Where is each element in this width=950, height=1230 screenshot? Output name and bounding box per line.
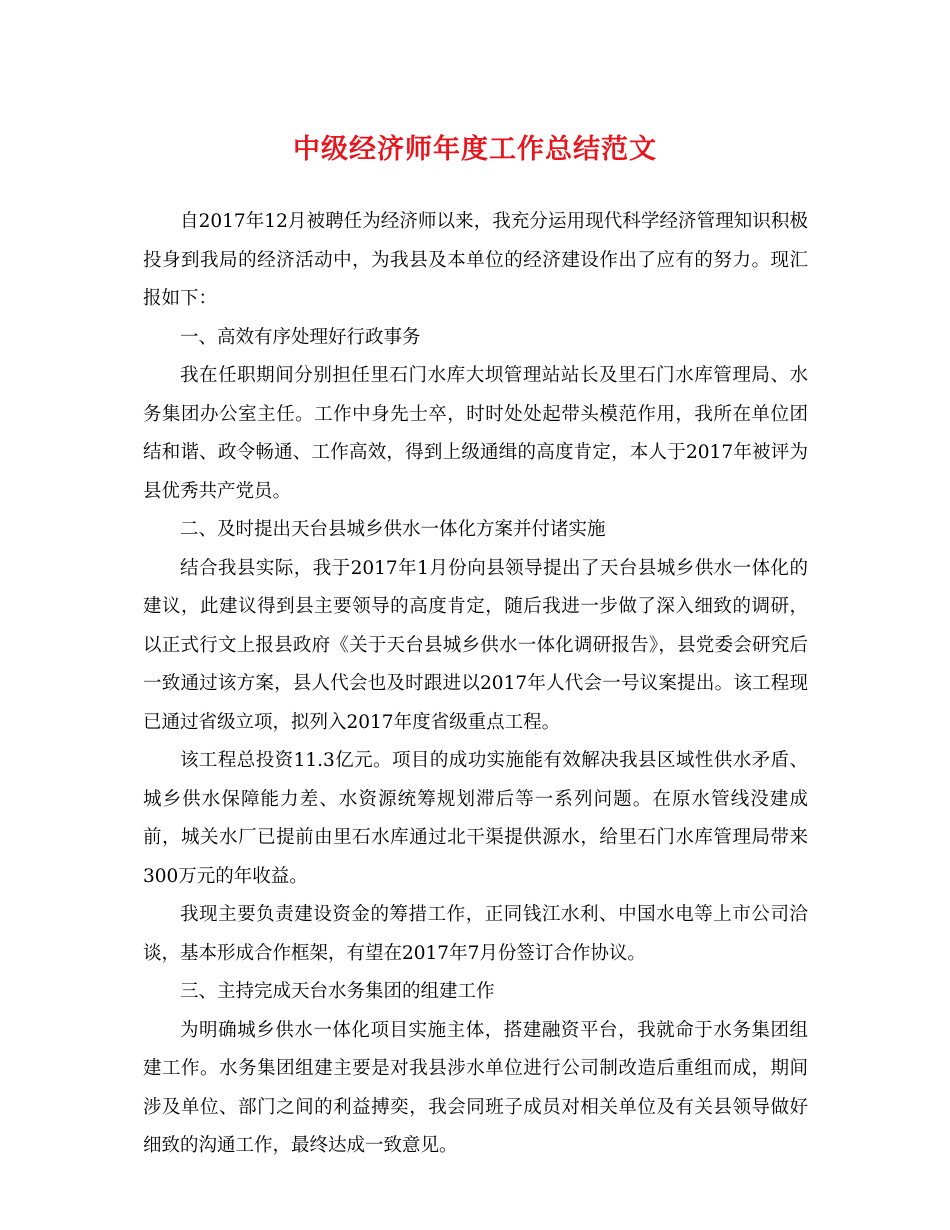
paragraph-intro: 自2017年12月被聘任为经济师以来，我充分运用现代科学经济管理知识积极投身到我局的经济活动中，为我县及本单位的经济建设作出了应有的努力。现汇报如下： (143, 211, 808, 309)
paragraph-section-2b: 该工程总投资11.3亿元。项目的成功实施能有效解决我县区域性供水矛盾、城乡供水保障能力差、水资源统筹规划滞后等一系列问题。在原水管线没建成前，城关水厂已提前由里石水库通过北干渠提供源水，给里石门水库管理局带来300万元的年收益。 (143, 750, 808, 887)
page-title: 中级经济师年度工作总结范文 (293, 134, 657, 165)
section-heading-3: 三、主持完成天台水务集团的组建工作 (180, 981, 495, 1002)
document-body (143, 203, 808, 1166)
paragraph-section-3: 为明确城乡供水一体化项目实施主体，搭建融资平台，我就命于水务集团组建工作。水务集团组建主要是对我县涉水单位进行公司制改造后重组而成，期间涉及单位、部门之间的利益搏奕，我会同班子成员对相关单位及有关县领导做好细致的沟通工作，最终达成一致意见。 (143, 1019, 808, 1156)
paragraph-section-1: 我在任职期间分别担任里石门水库大坝管理站站长及里石门水库管理局、水务集团办公室主任。工作中身先士卒，时时处处起带头模范作用，我所在单位团结和谐、政令畅通、工作高效，得到上级通缉的高度肯定，本人于2017年被评为县优秀共产党员。 (143, 365, 808, 502)
paragraph-section-2c: 我现主要负责建设资金的筹措工作，正同钱江水利、中国水电等上市公司洽谈，基本形成合作框架，有望在2017年7月份签订合作协议。 (143, 904, 808, 964)
paragraph-section-2a: 结合我县实际，我于2017年1月份向县领导提出了天台县城乡供水一体化的建议，此建议得到县主要领导的高度肯定，随后我进一步做了深入细致的调研，以正式行文上报县政府《关于天台县城乡供水一体化调研报告》，县党委会研究后一致通过该方案，县人代会也及时跟进以2017年人代会一号议案提出。该工程现已通过省级立项，拟列入2017年度省级重点工程。 (143, 557, 808, 733)
section-heading-2: 二、及时提出天台县城乡供水一体化方案并付诸实施 (180, 519, 606, 540)
section-heading-1: 一、高效有序处理好行政事务 (180, 326, 421, 348)
